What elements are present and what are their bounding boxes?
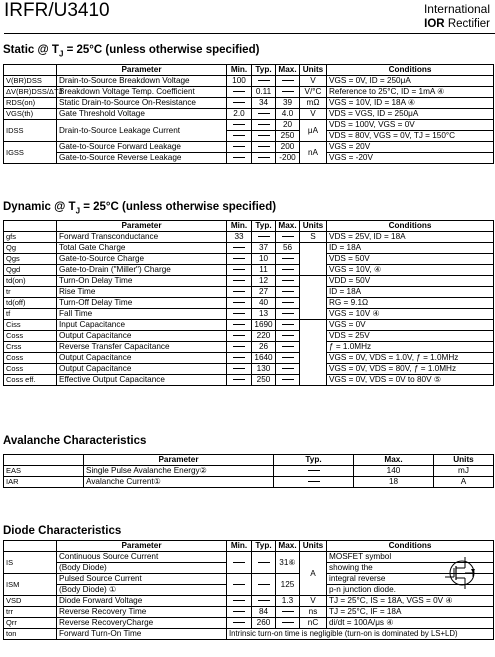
parameter-cell: Reverse Recovery Time [57,607,227,618]
table-row [4,574,494,585]
part-number: IRFR/U3410 [4,0,110,21]
diode-table [3,540,494,640]
symbol-cell: Qgs [4,254,57,265]
units-cell: A [300,552,327,596]
parameter-cell: Reverse RecoveryCharge [57,618,227,629]
conditions-cell: Reference to 25°C, ID = 1mA ④ [327,87,494,98]
symbol-cell: Coss [4,331,57,342]
typ-cell [252,76,276,87]
symbol-cell: tr [4,287,57,298]
parameter-cell: Effective Output Capacitance [57,375,227,386]
typ-cell [252,109,276,120]
typ-cell: 250 [252,375,276,386]
symbol-cell: Crss [4,342,57,353]
column-header: Typ. [252,221,276,232]
symbol-cell: Qgd [4,265,57,276]
conditions-cell: di/dt = 100A/μs ④ [327,618,494,629]
parameter-cell: Continuous Source Current [57,552,227,563]
table-row [4,243,494,254]
units-cell: S [300,232,327,243]
note-cell: Intrinsic turn-on time is negligible (turn-on is dominated by LS+LD) [227,629,494,640]
parameter-cell: Pulsed Source Current [57,574,227,585]
typ-cell: 10 [252,254,276,265]
column-header: Units [300,65,327,76]
max-cell [276,87,300,98]
conditions-cell: VGS = 0V, ID = 250μA [327,76,494,87]
typ-cell: 1690 [252,320,276,331]
min-cell [227,364,252,375]
typ-cell: 26 [252,342,276,353]
min-cell [227,243,252,254]
max-cell [276,298,300,309]
max-cell: 140 [354,466,434,477]
max-cell: 31⑥ [276,552,300,574]
column-header: Parameter [57,541,227,552]
units-cell: μA [300,120,327,142]
typ-cell: 13 [252,309,276,320]
parameter-cell: Drain-to-Source Leakage Current [57,120,227,142]
conditions-cell: VGS = 0V, VDS = 0V to 80V ⑤ [327,375,494,386]
max-cell: 20 [276,120,300,131]
units-cell: nC [300,618,327,629]
symbol-cell: IS [4,552,57,574]
conditions-cell: VGS = 10V, ④ [327,265,494,276]
parameter-cell: Avalanche Current① [84,477,274,488]
symbol-cell: VGS(th) [4,109,57,120]
conditions-cell: VDS = 50V [327,254,494,265]
max-cell: 200 [276,142,300,153]
units-cell [300,243,327,276]
symbol-cell: ton [4,629,57,640]
max-cell [276,618,300,629]
max-cell [276,232,300,243]
column-header: Parameter [84,455,274,466]
min-cell [227,552,252,574]
symbol-cell: IGSS [4,142,57,164]
conditions-cell: TJ = 25°C, IF = 18A [327,607,494,618]
column-header: Min. [227,65,252,76]
header-rule [4,33,495,34]
brand-name-line2: Rectifier [447,18,490,30]
parameter-cell: Output Capacitance [57,331,227,342]
header-row [4,541,494,552]
max-cell [276,254,300,265]
symbol-cell: V(BR)DSS [4,76,57,87]
min-cell [227,87,252,98]
min-cell [227,276,252,287]
parameter-cell: (Body Diode) [57,563,227,574]
typ-cell [252,153,276,164]
symbol-cell: VSD [4,596,57,607]
conditions-cell: VDD = 50V [327,276,494,287]
max-cell: 18 [354,477,434,488]
table-row [4,276,494,287]
parameter-cell: Drain-to-Source Breakdown Voltage [57,76,227,87]
min-cell [227,596,252,607]
column-header: Typ. [274,455,354,466]
typ-cell [252,142,276,153]
parameter-cell: Gate-to-Drain ("Miller") Charge [57,265,227,276]
min-cell [227,153,252,164]
table-row [4,466,494,477]
table-row [4,265,494,276]
typ-cell: 260 [252,618,276,629]
table-row [4,120,494,131]
column-header [4,221,57,232]
typ-cell: 220 [252,331,276,342]
max-cell [276,287,300,298]
typ-cell [252,232,276,243]
min-cell [227,98,252,109]
table-row [4,353,494,364]
symbol-cell: Qrr [4,618,57,629]
typ-cell [252,131,276,142]
symbol-cell: Coss [4,353,57,364]
conditions-cell: VDS = 80V, VGS = 0V, TJ = 150°C [327,131,494,142]
max-cell [276,353,300,364]
column-header: Min. [227,541,252,552]
conditions-cell: integral reverse [327,574,494,585]
conditions-cell: showing the [327,563,494,574]
table-row [4,142,494,153]
column-header: Parameter [57,221,227,232]
parameter-cell: Gate-to-Source Forward Leakage [57,142,227,153]
symbol-cell: EAS [4,466,84,477]
avalanche-table [3,454,494,488]
parameter-cell: Output Capacitance [57,353,227,364]
static-section-title: Static @ $T_J = 25^\circ C$ (unless otherwise specified) [3,44,260,59]
symbol-cell: td(on) [4,276,57,287]
column-header: Units [434,455,494,466]
parameter-cell: Diode Forward Voltage [57,596,227,607]
units-cell: V [300,76,327,87]
conditions-cell: ƒ = 1.0MHz [327,342,494,353]
min-cell [227,287,252,298]
parameter-cell: Single Pulse Avalanche Energy② [84,466,274,477]
table-row [4,76,494,87]
conditions-cell: VDS = 25V [327,331,494,342]
table-row [4,254,494,265]
column-header: Typ. [252,541,276,552]
table-row [4,109,494,120]
column-header: Max. [276,65,300,76]
max-cell: 250 [276,131,300,142]
units-cell: V [300,596,327,607]
parameter-cell: Gate-to-Source Charge [57,254,227,265]
conditions-cell: ID = 18A [327,243,494,254]
max-cell [276,309,300,320]
table-row [4,607,494,618]
parameter-cell: Total Gate Charge [57,243,227,254]
min-cell [227,309,252,320]
units-cell: V/°C [300,87,327,98]
parameter-cell: Forward Turn-On Time [57,629,227,640]
max-cell [276,320,300,331]
conditions-cell: VDS = 100V, VGS = 0V [327,120,494,131]
max-cell: -200 [276,153,300,164]
units-cell: mJ [434,466,494,477]
max-cell: 56 [276,243,300,254]
typ-cell [252,120,276,131]
parameter-cell: Breakdown Voltage Temp. Coefficient [57,87,227,98]
parameter-cell: Turn-Off Delay Time [57,298,227,309]
table-row [4,232,494,243]
min-cell [227,331,252,342]
typ-cell [252,552,276,574]
dynamic-section-title: Dynamic @ $T_J = 25^\circ C$ (unless otherwise specified) [3,201,277,216]
table-row [4,298,494,309]
symbol-cell: IAR [4,477,84,488]
table-row [4,596,494,607]
parameter-cell: (Body Diode) ① [57,585,227,596]
symbol-cell: Qg [4,243,57,254]
parameter-cell: Forward Transconductance [57,232,227,243]
parameter-cell: Reverse Transfer Capacitance [57,342,227,353]
min-cell: 100 [227,76,252,87]
conditions-cell: VGS = 10V, ID = 18A ④ [327,98,494,109]
symbol-cell: ISM [4,574,57,596]
typ-cell: 34 [252,98,276,109]
min-cell [227,607,252,618]
typ-cell: 84 [252,607,276,618]
symbol-cell: Ciss [4,320,57,331]
column-header [4,65,57,76]
column-header: Typ. [252,65,276,76]
max-cell [276,276,300,287]
max-cell: 125 [276,574,300,596]
parameter-cell: Static Drain-to-Source On-Resistance [57,98,227,109]
min-cell [227,142,252,153]
conditions-cell: p-n junction diode. [327,585,494,596]
document-header [2,0,493,36]
max-cell [276,607,300,618]
table-row [4,552,494,563]
symbol-cell: trr [4,607,57,618]
parameter-cell: Output Capacitance [57,364,227,375]
avalanche-section-title: Avalanche Characteristics [3,435,147,447]
parameter-cell: Gate-to-Source Reverse Leakage [57,153,227,164]
parameter-cell: Input Capacitance [57,320,227,331]
conditions-cell: TJ = 25°C, IS = 18A, VGS = 0V ④ [327,596,494,607]
table-row [4,287,494,298]
table-row [4,364,494,375]
typ-cell [274,466,354,477]
conditions-cell: VGS = 20V [327,142,494,153]
typ-cell: 12 [252,276,276,287]
conditions-cell: VGS = -20V [327,153,494,164]
min-cell [227,265,252,276]
conditions-cell: VGS = 0V [327,320,494,331]
symbol-cell: tf [4,309,57,320]
column-header: Parameter [57,65,227,76]
diode-section-title: Diode Characteristics [3,525,122,537]
symbol-cell: ΔV(BR)DSS/ΔTJ [4,87,57,98]
table-row [4,342,494,353]
symbol-cell: gfs [4,232,57,243]
typ-cell: 37 [252,243,276,254]
brand-name: International [423,2,490,16]
units-cell: nA [300,142,327,164]
table-row [4,618,494,629]
column-header: Max. [354,455,434,466]
symbol-cell: RDS(on) [4,98,57,109]
typ-cell: 130 [252,364,276,375]
table-row [4,320,494,331]
min-cell [227,574,252,596]
units-cell [300,320,327,386]
units-cell [300,276,327,320]
units-cell: V [300,109,327,120]
column-header: Units [300,221,327,232]
table-row [4,87,494,98]
header-row [4,65,494,76]
symbol-cell: Coss [4,364,57,375]
min-cell: 2.0 [227,109,252,120]
min-cell [227,120,252,131]
typ-cell [274,477,354,488]
typ-cell: 27 [252,287,276,298]
column-header: Max. [276,221,300,232]
typ-cell [252,596,276,607]
max-cell [276,375,300,386]
max-cell: 1.3 [276,596,300,607]
min-cell [227,320,252,331]
min-cell [227,618,252,629]
table-row [4,98,494,109]
typ-cell: 0.11 [252,87,276,98]
dynamic-table [3,220,494,386]
min-cell [227,254,252,265]
units-cell: A [434,477,494,488]
typ-cell [252,574,276,596]
max-cell: 4.0 [276,109,300,120]
min-cell [227,342,252,353]
column-header: Conditions [327,541,494,552]
units-cell: mΩ [300,98,327,109]
static-table [3,64,494,164]
units-cell: ns [300,607,327,618]
conditions-cell: MOSFET symbol [327,552,494,563]
typ-cell: 1640 [252,353,276,364]
column-header [4,455,84,466]
min-cell [227,131,252,142]
header-row [4,455,494,466]
parameter-cell: Turn-On Delay Time [57,276,227,287]
column-header: Units [300,541,327,552]
header-row [4,221,494,232]
column-header: Max. [276,541,300,552]
symbol-cell: IDSS [4,120,57,142]
column-header: Conditions [327,221,494,232]
symbol-cell: td(off) [4,298,57,309]
max-cell: 39 [276,98,300,109]
column-header: Conditions [327,65,494,76]
column-header: Min. [227,221,252,232]
min-cell [227,298,252,309]
conditions-cell: ID = 18A [327,287,494,298]
mosfet-symbol-icon [437,553,487,593]
table-row [4,375,494,386]
brand-logo-line [424,18,490,30]
table-row [4,309,494,320]
brand-logo: IOR [424,18,445,30]
min-cell [227,375,252,386]
max-cell [276,265,300,276]
typ-cell: 40 [252,298,276,309]
min-cell [227,353,252,364]
min-cell: 33 [227,232,252,243]
parameter-cell: Fall Time [57,309,227,320]
parameter-cell: Rise Time [57,287,227,298]
conditions-cell: VGS = 0V, VDS = 80V, ƒ = 1.0MHz [327,364,494,375]
max-cell [276,342,300,353]
table-row [4,477,494,488]
table-row [4,331,494,342]
conditions-cell: VDS = VGS, ID = 250μA [327,109,494,120]
typ-cell: 11 [252,265,276,276]
symbol-cell: Coss eff. [4,375,57,386]
parameter-cell: Gate Threshold Voltage [57,109,227,120]
table-row [4,153,494,164]
conditions-cell: VGS = 0V, VDS = 1.0V, ƒ = 1.0MHz [327,353,494,364]
table-row [4,629,494,640]
column-header [4,541,57,552]
max-cell [276,364,300,375]
max-cell [276,76,300,87]
conditions-cell: RG = 9.1Ω [327,298,494,309]
conditions-cell: VDS = 25V, ID = 18A [327,232,494,243]
conditions-cell: VGS = 10V ④ [327,309,494,320]
max-cell [276,331,300,342]
